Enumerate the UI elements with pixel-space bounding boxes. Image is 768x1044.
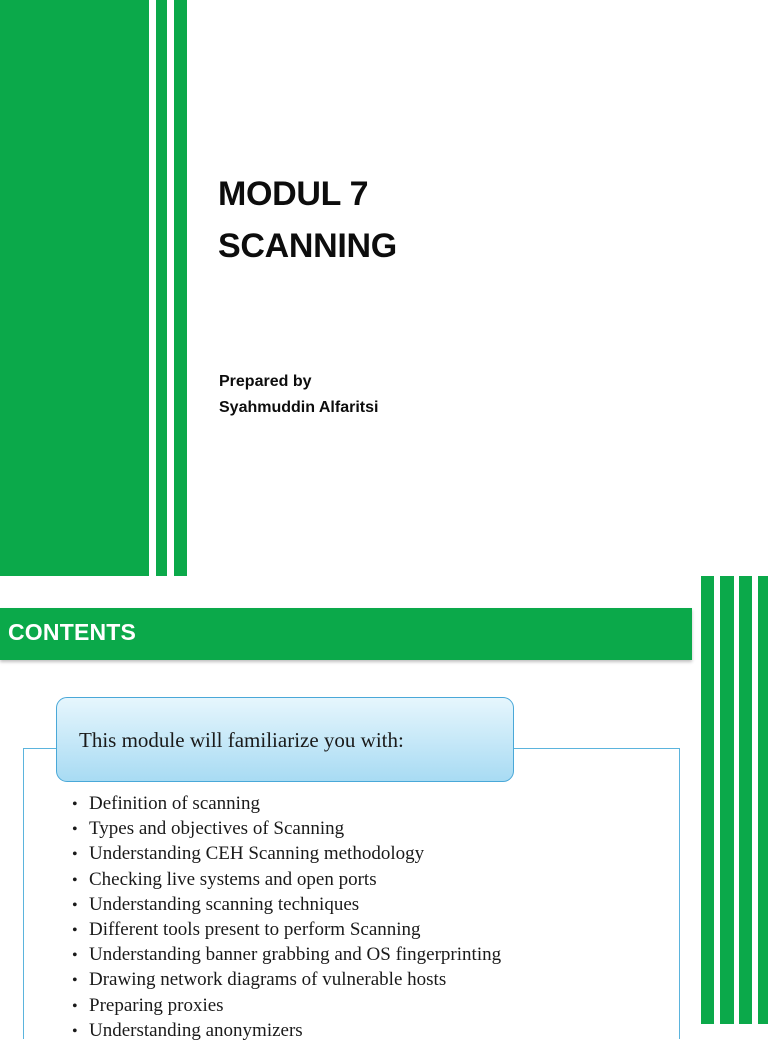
- list-item: [72, 1019, 501, 1044]
- bullet-icon: •: [72, 997, 78, 1015]
- title-line-2: SCANNING: [218, 227, 397, 265]
- contents-slide: [0, 576, 768, 1041]
- contents-heading: CONTENTS: [8, 619, 137, 645]
- bullet-icon: •: [72, 896, 78, 914]
- bullet-icon: •: [72, 871, 78, 889]
- topic-text: Understanding anonymizers: [89, 1019, 303, 1041]
- list-item: [72, 918, 501, 943]
- bullet-icon: •: [72, 821, 78, 839]
- title-line-1: MODUL 7: [218, 175, 369, 213]
- bullet-icon: •: [72, 846, 78, 864]
- green-stripe: [701, 576, 714, 1024]
- topic-text: Definition of scanning: [89, 793, 260, 814]
- topic-list: [72, 792, 501, 1044]
- bullet-icon: •: [72, 947, 78, 965]
- bullet-icon: •: [72, 796, 78, 813]
- prepared-by-label: Prepared by: [219, 373, 312, 390]
- intro-text: This module will familiarize you with:: [79, 728, 404, 752]
- topic-text: Checking live systems and open ports: [89, 868, 377, 890]
- bullet-icon: •: [72, 972, 78, 990]
- list-item: [72, 868, 501, 893]
- topic-text: Types and objectives of Scanning: [89, 818, 345, 840]
- bullet-icon: •: [72, 922, 78, 940]
- topic-text: Preparing proxies: [89, 994, 224, 1016]
- intro-callout: [56, 697, 514, 782]
- green-stripe: [174, 0, 187, 576]
- contents-header-bar: [0, 608, 692, 660]
- topic-text: Understanding CEH Scanning methodology: [89, 843, 425, 865]
- bullet-icon: •: [72, 1022, 78, 1040]
- author-block: [219, 369, 378, 421]
- topic-text: Different tools present to perform Scanning: [89, 919, 421, 941]
- green-stripe: [758, 576, 768, 1024]
- list-item: [72, 968, 501, 993]
- topic-text: Understanding scanning techniques: [89, 893, 360, 915]
- slide-title: [218, 168, 397, 272]
- list-item: [72, 893, 501, 918]
- list-item: [72, 817, 501, 842]
- author-name: Syahmuddin Alfaritsi: [219, 399, 379, 416]
- list-item: [72, 943, 501, 968]
- green-stripe: [156, 0, 167, 576]
- list-item: [72, 842, 501, 867]
- topic-text: Drawing network diagrams of vulnerable hosts: [89, 969, 447, 991]
- green-stripe: [739, 576, 752, 1024]
- green-stripe: [720, 576, 734, 1024]
- topic-text: Understanding banner grabbing and OS fingerprinting: [89, 944, 502, 966]
- list-item: [72, 994, 501, 1019]
- list-item: [72, 792, 501, 817]
- green-side-bar: [0, 0, 149, 576]
